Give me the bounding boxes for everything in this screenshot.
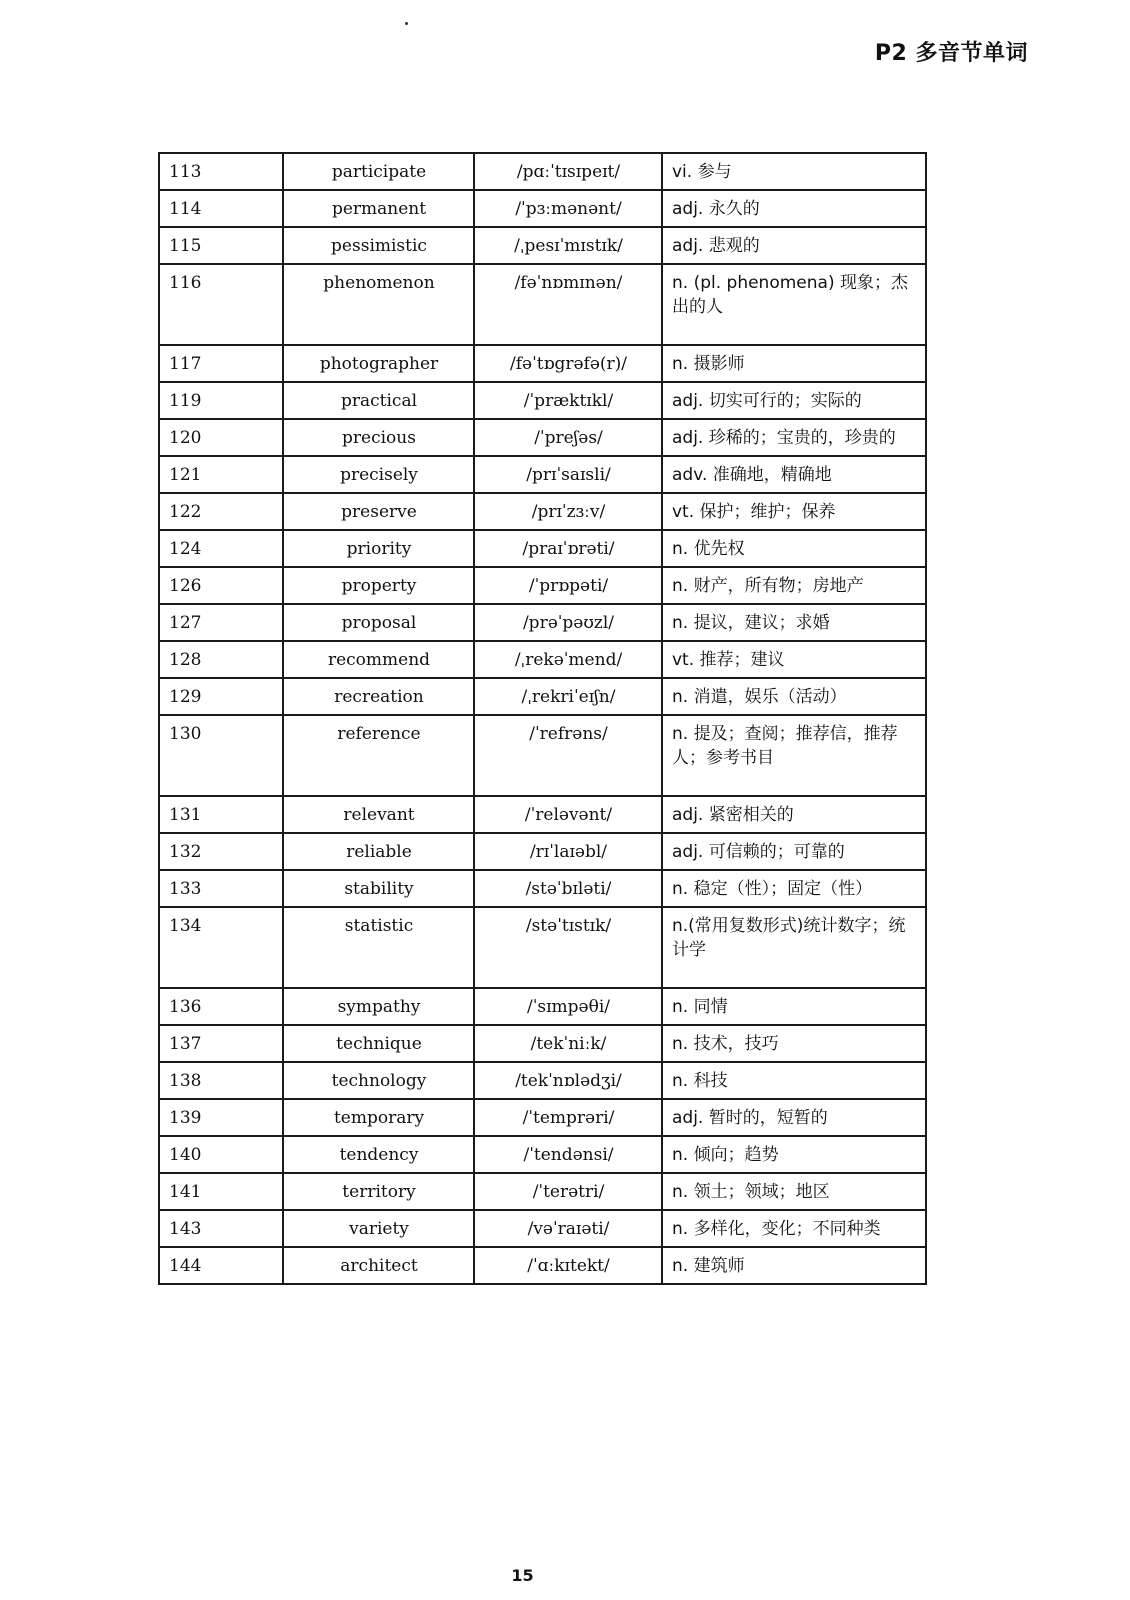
entry-phonetic: /ˈɑːkɪtekt/ — [474, 1247, 662, 1284]
table-row — [159, 530, 926, 567]
entry-number: 134 — [159, 907, 283, 988]
entry-number: 121 — [159, 456, 283, 493]
entry-phonetic: /ˌrekəˈmend/ — [474, 641, 662, 678]
entry-word: phenomenon — [283, 264, 474, 345]
table-row — [159, 988, 926, 1025]
entry-number: 136 — [159, 988, 283, 1025]
entry-word: technique — [283, 1025, 474, 1062]
entry-phonetic: /prəˈpəʊzl/ — [474, 604, 662, 641]
entry-meaning: n. 摄影师 — [662, 345, 926, 382]
entry-number: 137 — [159, 1025, 283, 1062]
page-header-title: P2 多音节单词 — [874, 41, 1028, 66]
entry-word: priority — [283, 530, 474, 567]
table-row — [159, 382, 926, 419]
entry-meaning: n. 提议，建议；求婚 — [662, 604, 926, 641]
entry-meaning: n. 消遣，娱乐（活动） — [662, 678, 926, 715]
entry-phonetic: /ˌpesɪˈmɪstɪk/ — [474, 227, 662, 264]
entry-number: 119 — [159, 382, 283, 419]
entry-word: permanent — [283, 190, 474, 227]
entry-word: variety — [283, 1210, 474, 1247]
entry-word: precious — [283, 419, 474, 456]
vocabulary-table — [158, 152, 927, 1285]
table-row — [159, 870, 926, 907]
entry-meaning: n. 技术，技巧 — [662, 1025, 926, 1062]
entry-word: photographer — [283, 345, 474, 382]
entry-word: property — [283, 567, 474, 604]
table-row — [159, 493, 926, 530]
entry-meaning: n. 财产，所有物；房地产 — [662, 567, 926, 604]
entry-meaning: adj. 可信赖的；可靠的 — [662, 833, 926, 870]
entry-phonetic: /praɪˈɒrəti/ — [474, 530, 662, 567]
entry-number: 113 — [159, 153, 283, 190]
entry-meaning: n. 同情 — [662, 988, 926, 1025]
entry-word: recreation — [283, 678, 474, 715]
entry-word: reference — [283, 715, 474, 796]
entry-number: 141 — [159, 1173, 283, 1210]
table-row — [159, 1210, 926, 1247]
table-row — [159, 567, 926, 604]
table-row — [159, 1247, 926, 1284]
entry-meaning: n. 多样化，变化；不同种类 — [662, 1210, 926, 1247]
entry-number: 143 — [159, 1210, 283, 1247]
table-row — [159, 907, 926, 988]
entry-word: stability — [283, 870, 474, 907]
table-row — [159, 1025, 926, 1062]
entry-phonetic: /stəˈbɪləti/ — [474, 870, 662, 907]
entry-word: territory — [283, 1173, 474, 1210]
table-row — [159, 1099, 926, 1136]
entry-number: 124 — [159, 530, 283, 567]
entry-phonetic: /fəˈtɒgrəfə(r)/ — [474, 345, 662, 382]
entry-word: precisely — [283, 456, 474, 493]
entry-number: 138 — [159, 1062, 283, 1099]
entry-phonetic: /pɑːˈtɪsɪpeɪt/ — [474, 153, 662, 190]
entry-phonetic: /ˈpræktɪkl/ — [474, 382, 662, 419]
entry-number: 131 — [159, 796, 283, 833]
entry-number: 132 — [159, 833, 283, 870]
entry-phonetic: /ˈterətri/ — [474, 1173, 662, 1210]
entry-number: 127 — [159, 604, 283, 641]
entry-word: preserve — [283, 493, 474, 530]
table-row — [159, 1062, 926, 1099]
entry-meaning: adj. 悲观的 — [662, 227, 926, 264]
entry-number: 139 — [159, 1099, 283, 1136]
table-row — [159, 1136, 926, 1173]
page-number: 15 — [511, 1566, 534, 1585]
entry-meaning: n. 领土；领域；地区 — [662, 1173, 926, 1210]
table-row — [159, 227, 926, 264]
entry-phonetic: /ˈtendənsi/ — [474, 1136, 662, 1173]
entry-meaning: n. 提及；查阅；推荐信，推荐人；参考书目 — [662, 715, 926, 796]
scan-speck — [405, 22, 408, 25]
entry-number: 140 — [159, 1136, 283, 1173]
entry-phonetic: /ˈrefrəns/ — [474, 715, 662, 796]
table-row — [159, 264, 926, 345]
entry-number: 133 — [159, 870, 283, 907]
entry-phonetic: /vəˈraɪəti/ — [474, 1210, 662, 1247]
entry-meaning: adj. 暂时的，短暂的 — [662, 1099, 926, 1136]
entry-phonetic: /prɪˈzɜːv/ — [474, 493, 662, 530]
entry-meaning: adj. 紧密相关的 — [662, 796, 926, 833]
entry-number: 130 — [159, 715, 283, 796]
entry-phonetic: /rɪˈlaɪəbl/ — [474, 833, 662, 870]
entry-word: pessimistic — [283, 227, 474, 264]
table-row — [159, 456, 926, 493]
table-row — [159, 153, 926, 190]
table-row — [159, 1173, 926, 1210]
entry-word: tendency — [283, 1136, 474, 1173]
table-row — [159, 715, 926, 796]
entry-word: sympathy — [283, 988, 474, 1025]
entry-number: 128 — [159, 641, 283, 678]
entry-word: reliable — [283, 833, 474, 870]
entry-word: participate — [283, 153, 474, 190]
entry-word: proposal — [283, 604, 474, 641]
table-row — [159, 796, 926, 833]
entry-meaning: vt. 保护；维护；保养 — [662, 493, 926, 530]
entry-phonetic: /fəˈnɒmɪnən/ — [474, 264, 662, 345]
entry-meaning: n. 建筑师 — [662, 1247, 926, 1284]
entry-word: architect — [283, 1247, 474, 1284]
table-row — [159, 833, 926, 870]
entry-meaning: n.(常用复数形式)统计数字；统计学 — [662, 907, 926, 988]
entry-meaning: n. 倾向；趋势 — [662, 1136, 926, 1173]
entry-phonetic: /ˈreləvənt/ — [474, 796, 662, 833]
entry-number: 129 — [159, 678, 283, 715]
entry-meaning: n. (pl. phenomena) 现象；杰出的人 — [662, 264, 926, 345]
entry-number: 117 — [159, 345, 283, 382]
entry-meaning: vi. 参与 — [662, 153, 926, 190]
entry-phonetic: /ˌrekriˈeɪʃn/ — [474, 678, 662, 715]
entry-number: 114 — [159, 190, 283, 227]
entry-word: technology — [283, 1062, 474, 1099]
entry-phonetic: /tekˈniːk/ — [474, 1025, 662, 1062]
vocabulary-table-body — [159, 153, 926, 1284]
entry-meaning: adv. 准确地，精确地 — [662, 456, 926, 493]
table-row — [159, 641, 926, 678]
entry-number: 144 — [159, 1247, 283, 1284]
entry-word: relevant — [283, 796, 474, 833]
entry-number: 120 — [159, 419, 283, 456]
entry-phonetic: /prɪˈsaɪsli/ — [474, 456, 662, 493]
entry-number: 115 — [159, 227, 283, 264]
entry-number: 116 — [159, 264, 283, 345]
entry-meaning: n. 稳定（性）；固定（性） — [662, 870, 926, 907]
entry-meaning: n. 科技 — [662, 1062, 926, 1099]
entry-phonetic: /ˈpreʃəs/ — [474, 419, 662, 456]
entry-meaning: n. 优先权 — [662, 530, 926, 567]
entry-meaning: adj. 永久的 — [662, 190, 926, 227]
table-row — [159, 419, 926, 456]
entry-word: practical — [283, 382, 474, 419]
entry-phonetic: /stəˈtɪstɪk/ — [474, 907, 662, 988]
entry-number: 122 — [159, 493, 283, 530]
entry-meaning: vt. 推荐；建议 — [662, 641, 926, 678]
entry-meaning: adj. 切实可行的；实际的 — [662, 382, 926, 419]
entry-phonetic: /ˈpɜːmənənt/ — [474, 190, 662, 227]
table-row — [159, 678, 926, 715]
entry-phonetic: /ˈsɪmpəθi/ — [474, 988, 662, 1025]
entry-word: temporary — [283, 1099, 474, 1136]
table-row — [159, 190, 926, 227]
table-row — [159, 604, 926, 641]
entry-word: recommend — [283, 641, 474, 678]
table-row — [159, 345, 926, 382]
entry-phonetic: /tekˈnɒlədʒi/ — [474, 1062, 662, 1099]
entry-phonetic: /ˈtemprəri/ — [474, 1099, 662, 1136]
entry-number: 126 — [159, 567, 283, 604]
entry-meaning: adj. 珍稀的；宝贵的，珍贵的 — [662, 419, 926, 456]
entry-phonetic: /ˈprɒpəti/ — [474, 567, 662, 604]
entry-word: statistic — [283, 907, 474, 988]
